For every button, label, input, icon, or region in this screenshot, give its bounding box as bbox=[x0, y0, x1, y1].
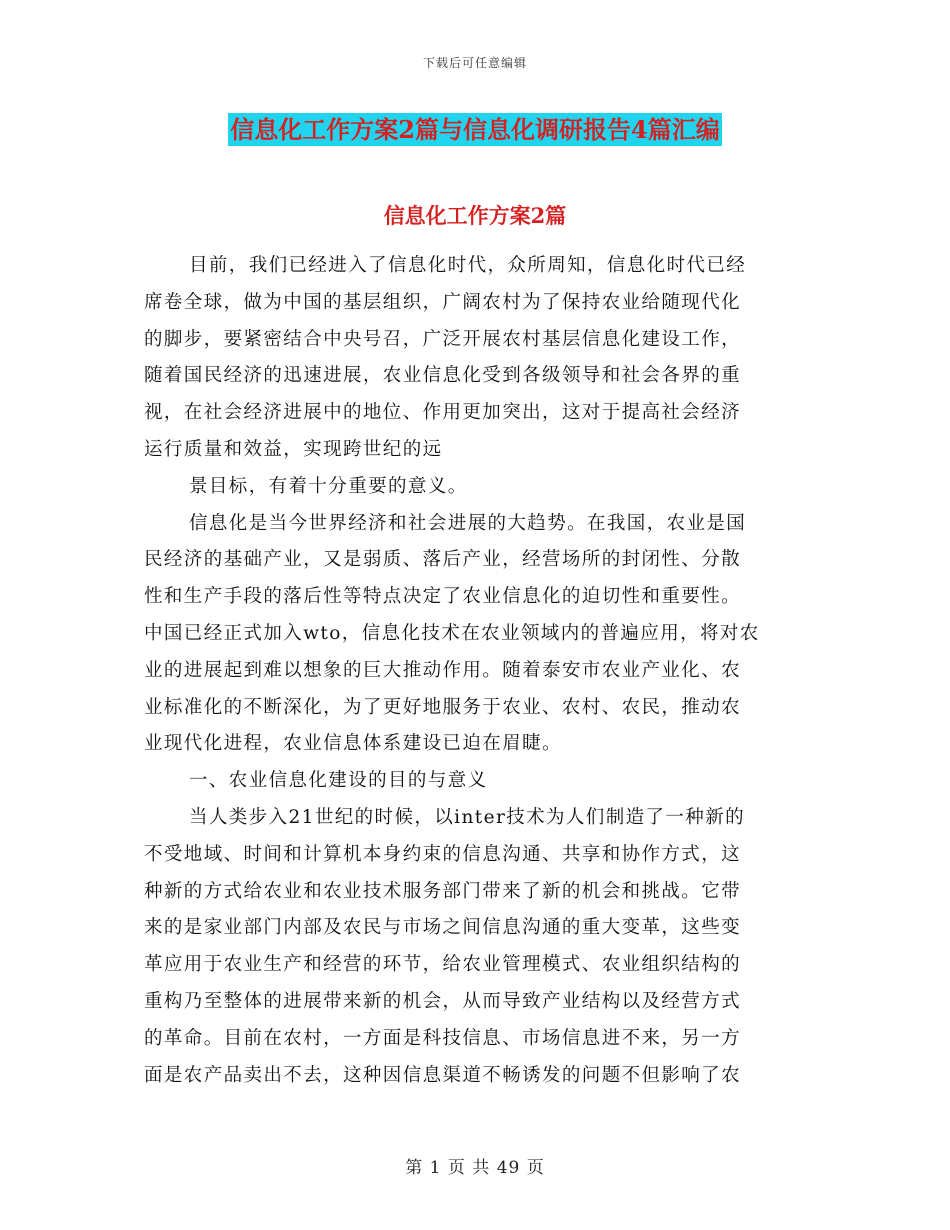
paragraph-line: 业现代化进程，农业信息体系建设已迫在眉睫。 bbox=[144, 733, 562, 755]
paragraph-line: 席卷全球，做为中国的基层组织，广阔农村为了保持农业给随现代化 bbox=[144, 291, 742, 313]
header-note: 下载后可任意编辑 bbox=[422, 56, 527, 70]
document-title-text: 信息化工作方案2篇与信息化调研报告4篇汇编 bbox=[230, 115, 720, 144]
paragraph-line: 随着国民经济的迅速进展，农业信息化受到各级领导和社会各界的重 bbox=[144, 365, 742, 387]
paragraph-line: 目前，我们已经进入了信息化时代，众所周知，信息化时代已经 bbox=[189, 255, 747, 276]
section-title: 信息化工作方案2篇 bbox=[383, 203, 567, 228]
paragraph-line: 运行质量和效益，实现跨世纪的远 bbox=[144, 438, 443, 460]
page-footer: 第 1 页 共 49 页 bbox=[405, 1158, 545, 1178]
paragraph-line: 业的进展起到难以想象的巨大推动作用。随着泰安市农业产业化、农 bbox=[144, 659, 742, 681]
paragraph-line: 的脚步，要紧密结合中央号召，广泛开展农村基层信息化建设工作， bbox=[144, 328, 742, 350]
paragraph-line: 面是农产品卖出不去，这种因信息渠道不畅诱发的问题不但影响了农 bbox=[144, 1064, 742, 1086]
paragraph-line: 不受地域、时间和计算机本身约束的信息沟通、共享和协作方式，这 bbox=[144, 843, 742, 865]
paragraph-line: 重构乃至整体的进展带来新的机会，从而导致产业结构以及经营方式 bbox=[144, 990, 742, 1012]
document-title bbox=[0, 112, 950, 151]
paragraph-line: 革应用于农业生产和经营的环节，给农业管理模式、农业组织结构的 bbox=[144, 954, 742, 976]
paragraph-line: 当人类步入21世纪的时候，以inter技术为人们制造了一种新的 bbox=[189, 806, 746, 828]
paragraph-line: 中国已经正式加入wto，信息化技术在农业领域内的普遍应用，将对农 bbox=[144, 622, 760, 644]
subheading: 一、农业信息化建设的目的与意义 bbox=[189, 770, 488, 792]
paragraph-line: 景目标，有着十分重要的意义。 bbox=[189, 475, 468, 497]
paragraph-line: 业标准化的不断深化，为了更好地服务于农业、农村、农民，推动农 bbox=[144, 696, 742, 718]
paragraph-line: 种新的方式给农业和农业技术服务部门带来了新的机会和挑战。它带 bbox=[144, 880, 742, 902]
paragraph-line: 来的是家业部门内部及农民与市场之间信息沟通的重大变革，这些变 bbox=[144, 917, 742, 939]
paragraph-line: 视，在社会经济进展中的地位、作用更加突出，这对于提高社会经济 bbox=[144, 402, 742, 424]
paragraph-line: 民经济的基础产业，又是弱质、落后产业，经营场所的封闭性、分散 bbox=[144, 549, 742, 571]
paragraph-line: 信息化是当今世界经济和社会进展的大趋势。在我国，农业是国 bbox=[189, 512, 747, 534]
paragraph-line: 的革命。目前在农村，一方面是科技信息、市场信息进不来，另一方 bbox=[144, 1027, 742, 1049]
paragraph-line: 性和生产手段的落后性等特点决定了农业信息化的迫切性和重要性。 bbox=[144, 586, 742, 608]
body-text bbox=[144, 248, 804, 1094]
